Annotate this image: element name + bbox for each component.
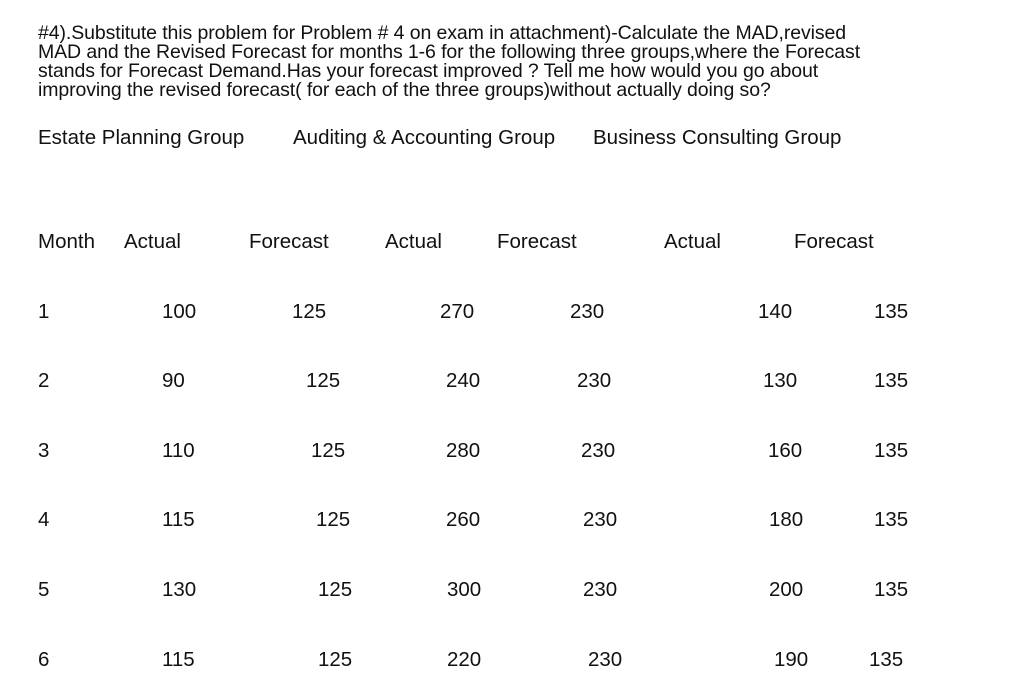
- cell-forecast-estate: 125: [306, 369, 341, 392]
- cell-actual-estate: 115: [162, 648, 195, 671]
- cell-actual-estate: 110: [162, 439, 195, 462]
- cell-forecast-consulting: 135: [874, 369, 909, 392]
- cell-forecast-consulting: 135: [874, 508, 909, 531]
- header-forecast-consulting: Forecast: [794, 230, 874, 253]
- problem-statement: [38, 24, 1008, 100]
- cell-forecast-auditing: 230: [570, 300, 605, 323]
- cell-forecast-consulting: 135: [874, 439, 909, 462]
- cell-forecast-estate: 125: [292, 300, 327, 323]
- cell-actual-estate: 115: [162, 508, 195, 531]
- cell-actual-auditing: 260: [446, 508, 481, 531]
- header-actual-estate: Actual: [124, 230, 181, 253]
- cell-actual-estate: 130: [162, 578, 197, 601]
- group-business-consulting: Business Consulting Group: [593, 126, 842, 149]
- problem-line-2: MAD and the Revised Forecast for months 1-6 for the following three groups,where the Forecast: [38, 41, 861, 63]
- cell-actual-auditing: 270: [440, 300, 475, 323]
- cell-forecast-auditing: 230: [583, 508, 618, 531]
- cell-actual-estate: 100: [162, 300, 197, 323]
- cell-actual-consulting: 140: [758, 300, 793, 323]
- cell-actual-consulting: 180: [769, 508, 804, 531]
- cell-month: 6: [38, 648, 50, 671]
- cell-forecast-consulting: 135: [874, 578, 909, 601]
- group-estate-planning: Estate Planning Group: [38, 126, 245, 149]
- header-forecast-estate: Forecast: [249, 230, 329, 253]
- problem-line-3: stands for Forecast Demand.Has your forecast improved ? Tell me how would you go about: [38, 60, 819, 82]
- header-forecast-auditing: Forecast: [497, 230, 577, 253]
- problem-line-4: improving the revised forecast( for each of the three groups)without actually doing so?: [38, 79, 771, 101]
- cell-forecast-estate: 125: [318, 648, 353, 671]
- cell-month: 1: [38, 300, 50, 323]
- cell-actual-estate: 90: [162, 369, 185, 392]
- cell-month: 4: [38, 508, 50, 531]
- header-month: Month: [38, 230, 95, 253]
- cell-forecast-estate: 125: [311, 439, 346, 462]
- cell-month: 3: [38, 439, 50, 462]
- cell-actual-consulting: 190: [774, 648, 809, 671]
- cell-forecast-consulting: 135: [874, 300, 909, 323]
- cell-actual-auditing: 220: [447, 648, 482, 671]
- cell-actual-auditing: 280: [446, 439, 481, 462]
- cell-forecast-auditing: 230: [577, 369, 612, 392]
- cell-forecast-auditing: 230: [581, 439, 616, 462]
- cell-actual-auditing: 300: [447, 578, 482, 601]
- cell-forecast-auditing: 230: [588, 648, 623, 671]
- cell-month: 2: [38, 369, 50, 392]
- header-actual-auditing: Actual: [385, 230, 442, 253]
- cell-forecast-estate: 125: [318, 578, 353, 601]
- cell-actual-consulting: 200: [769, 578, 804, 601]
- problem-line-1: #4).Substitute this problem for Problem # 4 on exam in attachment)-Calculate the MAD,revised: [38, 22, 847, 44]
- cell-forecast-auditing: 230: [583, 578, 618, 601]
- cell-actual-consulting: 160: [768, 439, 803, 462]
- group-auditing-accounting: Auditing & Accounting Group: [293, 126, 556, 149]
- cell-forecast-consulting: 135: [869, 648, 904, 671]
- cell-month: 5: [38, 578, 50, 601]
- header-actual-consulting: Actual: [664, 230, 721, 253]
- cell-actual-auditing: 240: [446, 369, 481, 392]
- cell-actual-consulting: 130: [763, 369, 798, 392]
- cell-forecast-estate: 125: [316, 508, 351, 531]
